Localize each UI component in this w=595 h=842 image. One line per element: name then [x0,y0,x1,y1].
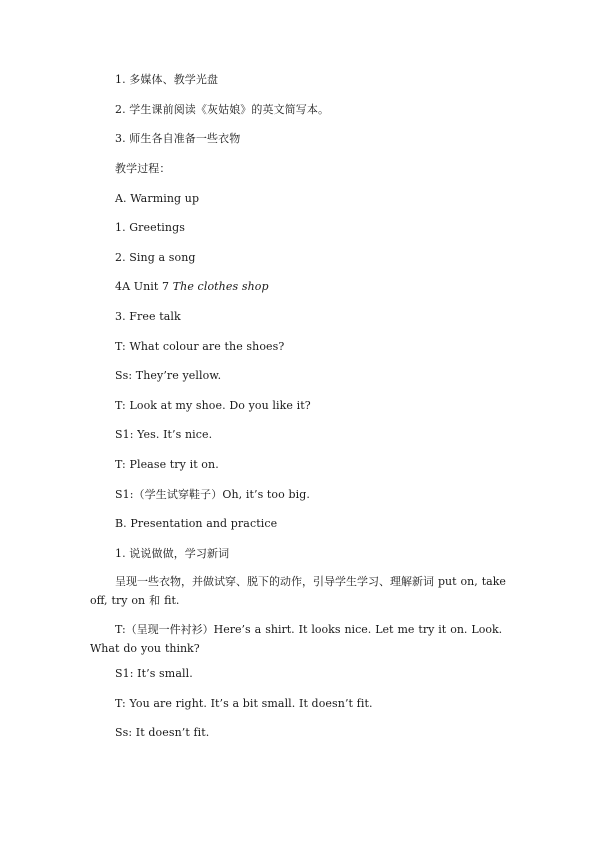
unit-title: The clothes shop [172,280,269,293]
unit-prefix: 4A Unit 7 [115,280,173,293]
unit-line [115,280,269,294]
section-a-heading: A. Warming up [115,192,200,205]
process-heading: 教学过程： [115,162,171,175]
dialogue-line: T: Look at my shoe. Do you like it? [115,399,311,412]
dialogue-line: S1: Yes. It’s nice. [115,428,213,441]
step-sing: 2. Sing a song [115,251,196,264]
paragraph-new-words: 呈现一些衣物，并做试穿、脱下的动作，引导学生学习、理解新词 put on, take off, try on 和 fit. [90,575,506,607]
material-item-2: 2. 学生课前阅读《灰姑娘》的英文简写本。 [115,103,330,116]
dialogue-line: S1:（学生试穿鞋子）Oh, it’s too big. [115,488,310,501]
step-free-talk: 3. Free talk [115,310,181,323]
paragraph-shirt-dialogue: T:（呈现一件衬衫）Here’s a shirt. It looks nice. Let me try it on. Look. What do you think? [90,623,503,655]
dialogue-line: T: You are right. It’s a bit small. It doesn’t fit. [115,697,373,710]
dialogue-line: S1: It’s small. [115,667,193,680]
material-item-1: 1. 多媒体、教学光盘 [115,73,219,86]
dialogue-line: T: Please try it on. [115,458,219,471]
dialogue-line: Ss: It doesn’t fit. [115,726,210,739]
dialogue-line: T: What colour are the shoes? [115,340,285,353]
dialogue-line: Ss: They’re yellow. [115,369,222,382]
section-b-heading: B. Presentation and practice [115,517,278,530]
material-item-3: 3. 师生各自准备一些衣物 [115,132,241,145]
step-1-heading: 1. 说说做做，学习新词 [115,547,230,560]
step-greetings: 1. Greetings [115,221,185,234]
